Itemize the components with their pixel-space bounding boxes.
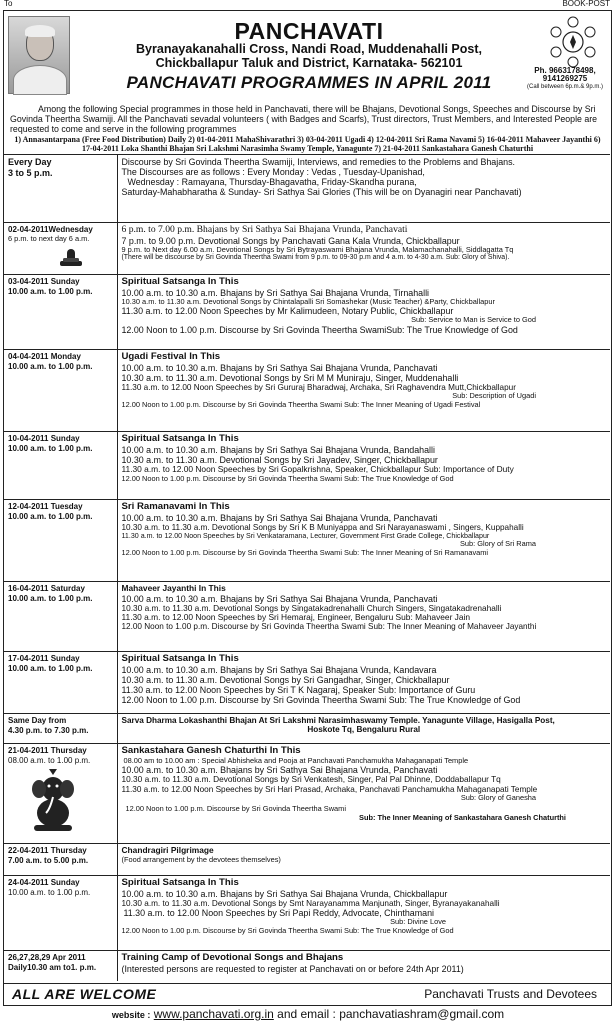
book-post-label: BOOK-POST <box>562 0 610 8</box>
event-cell <box>117 876 610 951</box>
text-line: 11.30 a.m. to 12.00 Noon Speeches by Sri Venkataramana, Lecturer, Government First Grade College, Chickballapur <box>121 532 490 541</box>
text-line: Ugadi Festival In This <box>121 351 221 363</box>
phone-2: 9141269275 <box>542 74 588 84</box>
event-time: 08.00 a.m. to 1.00 p.m. <box>8 755 91 765</box>
event-date: Same Day from <box>8 716 67 726</box>
event-date: 24-04-2011 Sunday <box>8 878 80 888</box>
text-line: 12.00 Noon to 1.00 p.m. Discourse by Sri Govinda Theertha Swami Sub: The True Knowledge of God <box>121 473 454 483</box>
text-line: Spiritual Satsanga In This <box>121 877 239 889</box>
event-cell <box>117 652 610 714</box>
text-line: 11.30 a.m. to 12.00 Noon Speeches by Sri T K Nagaraj, Speaker Sub: Importance of Guru <box>121 685 476 696</box>
date-cell <box>4 350 117 432</box>
text-line: (Interested persons are requested to register at Panchavati on or before 24th Apr 2011) <box>121 963 464 974</box>
table-row <box>4 714 610 744</box>
email-label: and email : <box>277 1007 336 1021</box>
date-cell <box>4 876 117 951</box>
event-cell <box>117 275 610 350</box>
text-line: 12.00 Noon to 1.00 p.m. Discourse by Sri Govinda Theertha Swami <box>125 804 346 814</box>
event-cell <box>117 432 610 500</box>
date-cell <box>4 844 117 876</box>
table-row <box>4 223 610 275</box>
text-line: Sarva Dharma Lokashanthi Bhajan At Sri Lakshmi Narasimhaswamy Temple. Yanagunte Village, Hasigalla Post, <box>121 716 555 726</box>
date-cell <box>4 500 117 582</box>
table-row <box>4 582 610 652</box>
text-line: Sankastahara Ganesh Chaturthi In This <box>121 745 301 757</box>
text-line: 11.30 a.m. to 12.00 Noon Speeches by Mr Kalimudeen, Notary Public, Chickballapur <box>121 306 454 317</box>
date-cell <box>4 714 117 744</box>
text-line: 12.00 Noon to 1.00 p.m. Discourse by Sri Govinda Theertha Swami Sub: The Inner Meaning of Ugadi Festival <box>121 399 481 409</box>
event-time: 7.00 a.m. to 5.00 p.m. <box>8 855 89 865</box>
text-line: Hoskote Tq, Bengaluru Rural <box>307 725 421 735</box>
event-date: 26,27,28,29 Apr 2011 <box>8 953 86 963</box>
event-time: 4.30 p.m. to 7.30 p.m. <box>8 725 89 735</box>
address-line-2: Chickballapur Taluk and District, Karnataka- 562101 <box>155 55 463 70</box>
text-line: 10.00 a.m. to 10.30 a.m. Bhajans by Sri Sathya Sai Bhajana Vrunda, Panchavati <box>121 512 438 523</box>
text-line: 7 p.m. to 9.00 p.m. Devotional Songs by Panchavati Gana Kala Vrunda, Chickballapur <box>121 235 460 246</box>
text-line: 10.00 a.m. to 10.30 a.m. Bhajans by Sri Sathya Sai Bhajana Vrunda, Chickballapur <box>121 888 448 899</box>
religious-symbols-logo <box>545 15 601 69</box>
text-line: 11.30 a.m. to 12.00 Noon Speeches by Sri Papi Reddy, Advocate, Chinthamani <box>123 908 434 919</box>
table-row <box>4 652 610 714</box>
event-date: Every Day <box>8 157 52 167</box>
newsletter-frame <box>3 10 612 1006</box>
intro-paragraph: Among the following Special programmes in those held in Panchavati, there will be Bhajans, Devotional Songs, Speeches and Discourse by Sri Govinda Theertha Swamiji. All the Panchavati sevadal volunteers ( with Badges and Scarfs), Trust directors, Trust Members, and Interested People are requested to come and serve in the following programmes <box>10 104 598 134</box>
event-cell <box>117 844 610 876</box>
text-line: 10.00 a.m. to 10.30 a.m. Bhajans by Sri Sathya Sai Bhajana Vrunda, Tirnahalli <box>121 287 430 298</box>
text-line: 10.00 a.m. to 10.30 a.m. Bhajans by Sri Sathya Sai Bhajana Vrunda, Panchavati <box>121 765 438 776</box>
date-cell <box>4 582 117 652</box>
text-line: 12.00 Noon to 1.00 p.m. Discourse by Sri Govinda Theertha Swami Sub: The True Knowledge of God <box>121 925 454 935</box>
event-cell <box>117 155 610 223</box>
text-line: 9 p.m. to Next day 6.00 a.m. Devotional Songs by Sri Bytrayaswami Bhajana Vrunda, Malamachanahalli, Siddlagatta Tq <box>121 244 514 254</box>
text-line: 10.00 a.m. to 10.30 a.m. Bhajans by Sri Sathya Sai Bhajana Vrunda, Panchavati <box>121 593 438 604</box>
text-line: Training Camp of Devotional Songs and Bhajans <box>121 952 344 964</box>
text-line: 10.30 a.m. to 11.30 a.m. Devotional Songs by Sri M M Muniraju, Singer, Muddenahalli <box>121 372 459 383</box>
table-row <box>4 432 610 500</box>
programme-list <box>4 135 611 154</box>
event-cell <box>117 951 610 981</box>
text-line: 10.00 a.m. to 10.30 a.m. Bhajans by Sri Sathya Sai Bhajana Vrunda, Bandahalli <box>121 444 435 455</box>
text-line: 11.30 a.m. to 12.00 Noon Speeches by Sri Gururaj Bharadwaj, Archaka, Sri Raghavendra Mutt,Chickballapur <box>121 383 516 393</box>
event-date: 02-04-2011Wednesday <box>8 225 93 234</box>
date-cell <box>4 275 117 350</box>
address <box>74 43 544 71</box>
event-time: 10.00 a.m. to 1.00 p.m. <box>8 887 91 897</box>
swamiji-photo <box>8 16 70 94</box>
event-cell <box>117 223 610 275</box>
website-label: website : <box>111 1010 151 1020</box>
to-label: To <box>4 0 13 8</box>
welcome-bar <box>4 983 611 1005</box>
text-line: 12.00 Noon to 1.00 p.m. Discourse by Sri Govinda Theertha Swami Sub: The Inner Meaning of Mahaveer Jayanthi <box>121 622 537 632</box>
date-cell <box>4 652 117 714</box>
event-time: 10.00 a.m. to 1.00 p.m. <box>8 361 93 371</box>
text-line: Spiritual Satsanga In This <box>121 433 239 445</box>
text-line: 12.00 Noon to 1.00 p.m. Discourse by Sri Govinda Theertha Swami Sub: The True Knowledge of God <box>121 695 521 706</box>
event-cell <box>117 714 610 744</box>
table-row <box>4 500 610 582</box>
programme-list-line-2: 17-04-2011 Loka Shanthi Bhajan Sri Lakshmi Narasimha Swamy Temple, Yanagunte 7) 21-04-2011 Sankastahara Ganesh Chaturthi <box>81 144 534 154</box>
event-time: 6 p.m. to next day 6 a.m. <box>8 233 90 243</box>
table-row <box>4 350 610 432</box>
event-date: 16-04-2011 Saturday <box>8 584 85 594</box>
text-line: 12.00 Noon to 1.00 p.m. Discourse by Sri Govinda Theertha Swami Sub: The Inner Meaning of Sri Ramanavami <box>121 547 489 557</box>
event-cell <box>117 582 610 652</box>
date-cell <box>4 951 117 981</box>
call-hours: (Call between 6p.m.& 9p.m.) <box>526 83 604 90</box>
website-link[interactable]: www.panchavati.org.in <box>153 1007 274 1021</box>
event-time: 10.00 a.m. to 1.00 p.m. <box>8 663 93 673</box>
text-line: 11.30 a.m. to 12.00 Noon Speeches by Sri Gopalkrishna, Speaker, Chickballapur Sub: Importance of Duty <box>121 464 514 475</box>
table-row <box>4 155 610 223</box>
text-line: 10.00 a.m. to 10.30 a.m. Bhajans by Sri Sathya Sai Bhajana Vrunda, Panchavati <box>121 362 438 373</box>
ganesha-icon <box>26 769 80 833</box>
text-line: (There will be discourse by Sri Govinda Theertha Swami from 9 p.m. to 09-30 p.m and 4 a.m. to 4-30 a.m. Sub: Glory of Shiva). <box>121 254 510 262</box>
text-line: 11.30 a.m. to 12.00 Noon Speeches by Sri Hari Prasad, Archaka, Panchavati Panchamukha Mahaganapati Temple <box>121 784 538 794</box>
text-line: 10.30 a.m. to 11.30 a.m. Devotional Songs by Sri K B Muniyappa and Sri Narayanaswami , Singers, Kuppahalli <box>121 522 524 532</box>
event-date: 10-04-2011 Sunday <box>8 434 80 444</box>
text-line: 10.30 a.m. to 11.30 a.m. Devotional Songs by Singatakadrenahalli Church Singers, Singatakadrenahalli <box>121 602 502 613</box>
event-time: 10.00 a.m. to 1.00 p.m. <box>8 286 93 296</box>
event-time: 3 to 5 p.m. <box>8 167 53 178</box>
text-line: Discourse by Sri Govinda Theertha Swamiji, Interviews, and remedies to the Problems and Bhajans. <box>121 157 515 167</box>
text-line: (Food arrangement by the devotees themselves) <box>121 854 281 864</box>
date-cell <box>4 744 117 844</box>
text-line: 10.30 a.m. to 11.30 a.m. Devotional Songs by Sri Gangadhar, Singer, Chickballapur <box>121 674 450 685</box>
event-date: 04-04-2011 Monday <box>8 352 81 362</box>
event-time: 10.00 a.m. to 1.00 p.m. <box>8 511 93 521</box>
text-line: Chandragiri Pilgrimage <box>121 845 214 856</box>
text-line: Sub: Service to Man is Service to God <box>411 315 536 325</box>
page-title: PANCHAVATI <box>234 18 384 44</box>
email-address[interactable]: panchavatiashram@gmail.com <box>339 1007 505 1021</box>
text-line: Wednesday : Ramayana, Thursday-Bhagavatha, Friday-Skandha purana, <box>127 177 417 188</box>
text-line: Mahaveer Jayanthi In This <box>121 583 226 594</box>
text-line: Spiritual Satsanga In This <box>121 276 239 288</box>
programme-list-line-1: 1) Annasantarpana (Free Food Distribution) Daily 2) 01-04-2011 MahaShivarathri 3) 03-04-2011 Ugadi 4) 12-04-2011 Sri Rama Navami 5) 16-04-2011 Mahaveer Jayanthi 6) <box>14 134 601 144</box>
text-line: 10.00 a.m. to 10.30 a.m. Bhajans by Sri Sathya Sai Bhajana Vrunda, Kandavara <box>121 664 437 675</box>
text-line: Sub: Glory of Ganesha <box>460 792 536 802</box>
text-line: 11.30 a.m. to 12.00 Noon Speeches by Sri Hemaraj, Engineer, Bengaluru Sub: Mahaveer Jain <box>121 611 471 622</box>
text-line: 08.00 am to 10.00 am : Special Abhisheka and Pooja at Panchavati Panchamukha Mahaganapati Temple <box>123 755 469 765</box>
phone-block <box>523 67 607 90</box>
table-row <box>4 744 610 844</box>
text-line: 10.30 a.m. to 11.30 a.m. Devotional Songs by Sri Jayadev, Singer, Chickballapur <box>121 454 438 465</box>
trust-signature: Panchavati Trusts and Devotees <box>424 987 597 1001</box>
text-line: 10.30 a.m. to 11.30 a.m. Devotional Songs by Smt Narayanamma Manjunath, Singer, Byranayakanahalli <box>121 898 500 908</box>
table-row <box>4 275 610 350</box>
welcome-text: ALL ARE WELCOME <box>12 986 157 1002</box>
date-cell <box>4 155 117 223</box>
header <box>4 11 611 105</box>
text-line: 12.00 Noon to 1.00 p.m. Discourse by Sri Govinda Theertha SwamiSub: The True Knowledge of God <box>121 324 518 335</box>
date-cell <box>4 432 117 500</box>
event-date: 21-04-2011 Thursday <box>8 746 87 756</box>
text-line: Sub: Divine Love <box>390 917 446 927</box>
text-line: Spiritual Satsanga In This <box>121 653 239 665</box>
text-line: 6 p.m. to 7.00 p.m. Bhajans by Sri Sathya Sai Bhajana Vrunda, Panchavati <box>121 224 408 235</box>
event-cell <box>117 744 610 844</box>
event-cell <box>117 500 610 582</box>
text-line: Sub: Description of Ugadi <box>452 391 536 401</box>
footer <box>0 1008 616 1021</box>
text-line: Sub: The Inner Meaning of Sankastahara Ganesh Chaturthi <box>359 812 566 822</box>
shiva-lingam-icon <box>58 243 84 269</box>
date-cell <box>4 223 117 275</box>
text-line: Saturday-Mahabharatha & Sunday- Sri Sathya Sai Glories (This will be on Dyanagiri near Panchavati) <box>121 187 522 198</box>
schedule-table <box>4 154 610 981</box>
event-date: 17-04-2011 Sunday <box>8 654 80 664</box>
table-row <box>4 951 610 981</box>
table-row <box>4 876 610 951</box>
event-date: 03-04-2011 Sunday <box>8 277 80 287</box>
event-time: Daily10.30 am to1. p.m. <box>8 962 97 972</box>
event-time: 10.00 a.m. to 1.00 p.m. <box>8 443 93 453</box>
phone-1: Ph. 9663178498, <box>534 66 596 75</box>
text-line: The Discourses are as follows : Every Monday : Vedas , Tuesday-Upanishad, <box>121 167 425 178</box>
text-line: Sri Ramanavami In This <box>121 501 230 513</box>
table-row <box>4 844 610 876</box>
text-line: 10.30 a.m. to 11.30 a.m. Devotional Songs by Chintalapalli Sri Somashekar (Music Teacher) &Party, Chickballapur <box>121 296 495 306</box>
event-cell <box>117 350 610 432</box>
programmes-title: PANCHAVATI PROGRAMMES IN APRIL 2011 <box>126 73 492 92</box>
event-date: 22-04-2011 Thursday <box>8 846 87 856</box>
text-line: 10.30 a.m. to 11.30 a.m. Devotional Songs by Sri Venkatesh, Singer, Pal Pal Dhinne, Doddaballapur Tq <box>121 774 501 785</box>
text-line: Sub: Glory of Sri Rama <box>460 539 536 549</box>
event-date: 12-04-2011 Tuesday <box>8 502 83 512</box>
address-line-1: Byranayakanahalli Cross, Nandi Road, Muddenahalli Post, <box>136 42 482 56</box>
event-time: 10.00 a.m. to 1.00 p.m. <box>8 593 93 603</box>
